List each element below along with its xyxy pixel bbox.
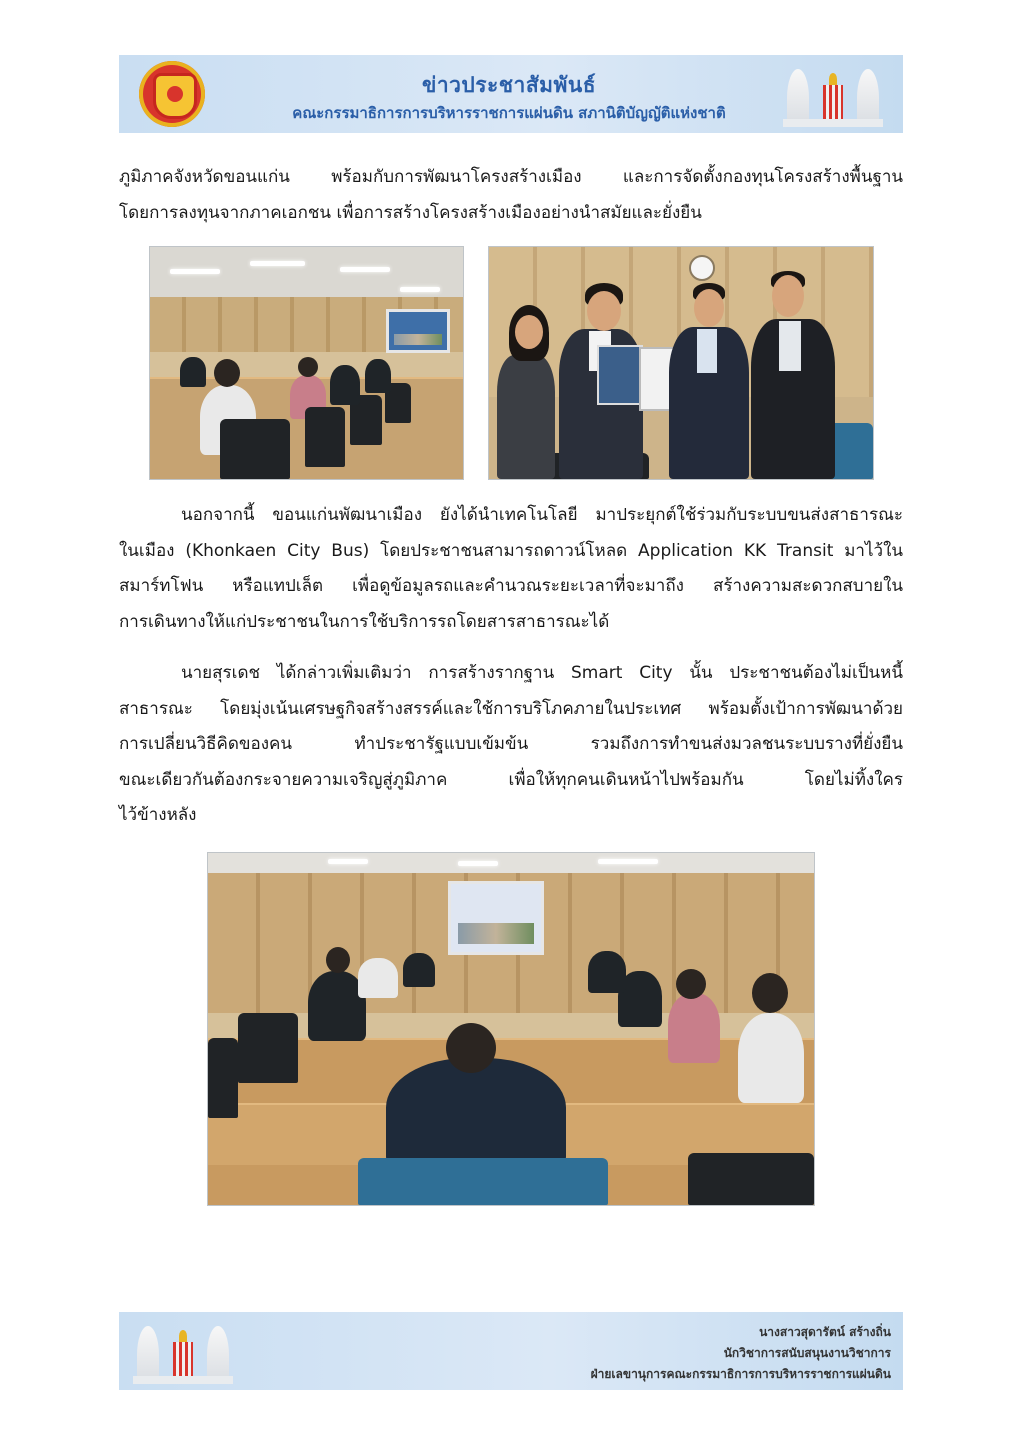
group-photo-book-presentation: [488, 246, 874, 480]
author-credit: [591, 1322, 891, 1385]
author-department: ฝ่ายเลขานุการคณะกรรมาธิการการบริหารราชการแผ่นดิน: [590, 1367, 891, 1381]
header-subtitle: คณะกรรมาธิการการบริหารราชการแผ่นดิน สภานิติบัญญัติแห่งชาติ: [292, 104, 726, 122]
paragraph-line: สมาร์ทโฟน หรือแทปเล็ต เพื่อดูข้อมูลรถและคำนวณระยะเวลาที่จะมาถึง สร้างความสะดวกสบายใน: [119, 576, 903, 596]
democracy-monument-icon: [783, 61, 883, 127]
footer-banner: [119, 1312, 903, 1390]
paragraph-1: [119, 160, 903, 231]
paragraph-2: [119, 498, 903, 640]
meeting-room-photo-1: [149, 246, 464, 480]
paragraph-line: ในเมือง (Khonkaen City Bus) โดยประชาชนสามารถดาวน์โหลด Application KK Transit มาไว้ใน: [119, 540, 903, 561]
author-position: นักวิชาการสนับสนุนงานวิชาการ: [723, 1346, 891, 1360]
paragraph-line: นอกจากนี้ ขอนแก่นพัฒนาเมือง ยังได้นำเทคโนโลยี มาประยุกต์ใช้ร่วมกับระบบขนส่งสาธารณะ: [181, 505, 903, 525]
paragraph-line: การเดินทางให้แก่ประชาชนในการใช้บริการรถโดยสารสาธารณะได้: [119, 611, 610, 632]
paragraph-line: นายสุรเดช ได้กล่าวเพิ่มเติมว่า การสร้างรากฐาน Smart City นั้น ประชาชนต้องไม่เป็นหนี้: [181, 663, 903, 683]
header-banner: [119, 55, 903, 133]
democracy-monument-icon: [133, 1318, 233, 1384]
paragraph-line: โดยการลงทุนจากภาคเอกชน เพื่อการสร้างโครงสร้างเมืองอย่างนำสมัยและยั่งยืน: [119, 202, 702, 223]
parliament-emblem-icon: [139, 61, 205, 127]
paragraph-3: [119, 656, 903, 834]
paragraph-line: ไว้ข้างหลัง: [119, 805, 197, 825]
meeting-room-photo-2: [207, 852, 815, 1206]
header-title: ข่าวประชาสัมพันธ์: [421, 73, 597, 97]
paragraph-line: ภูมิภาคจังหวัดขอนแก่น พร้อมกับการพัฒนาโครงสร้างเมือง และการจัดตั้งกองทุนโครงสร้างพื้นฐาน: [119, 167, 903, 187]
paragraph-line: การเปลี่ยนวิธีคิดของคน ทำประชารัฐแบบเข้มข้น รวมถึงการทำขนส่งมวลชนระบบรางที่ยั่งยืน: [119, 734, 903, 754]
paragraph-line: สาธารณะ โดยมุ่งเน้นเศรษฐกิจสร้างสรรค์และใช้การบริโภคภายในประเทศ พร้อมตั้งเป้าการพัฒนาด้วย: [119, 698, 903, 719]
paragraph-line: ขณะเดียวกันต้องกระจายความเจริญสู่ภูมิภาค เพื่อให้ทุกคนเดินหน้าไปพร้อมกัน โดยไม่ทิ้งใคร: [119, 769, 903, 790]
author-name: นางสาวสุดารัตน์ สร้างถิ่น: [759, 1325, 891, 1339]
